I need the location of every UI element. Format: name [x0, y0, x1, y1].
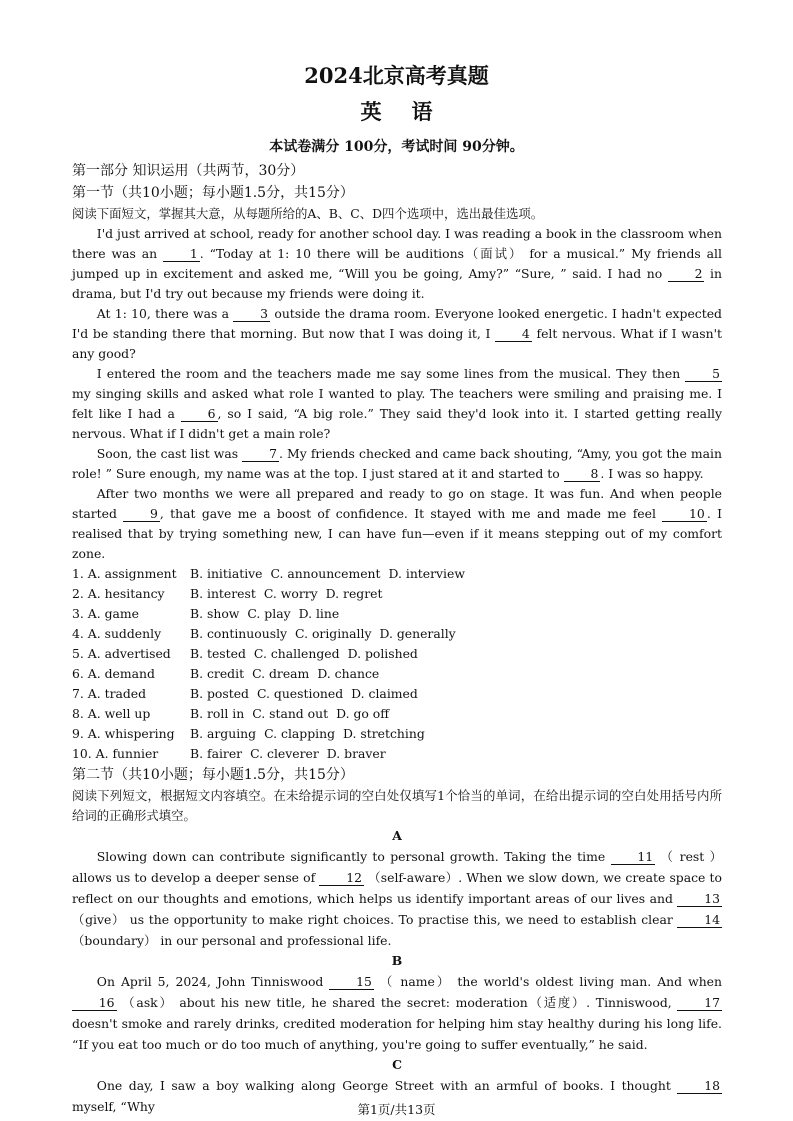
text-run: . “Today at 1: 10 there will be auditions（面试） for a musical.” My friends all jumped up in excitement and asked me, “Will you be going, Amy?” “Sure, ” said. I had no: [72, 246, 722, 281]
blank-15[interactable]: 15: [329, 975, 374, 990]
option-choice[interactable]: D. line: [298, 606, 340, 621]
option-row-8: [72, 704, 722, 724]
option-choice[interactable]: D. regret: [325, 586, 383, 601]
option-choice[interactable]: B. posted: [190, 686, 249, 701]
text-run: . My friends checked and came back shouting, “Amy, you got the main role! ” Sure enough, my name was at the top. I just stared at it and started to: [72, 446, 722, 481]
blank-18[interactable]: 18: [677, 1079, 722, 1094]
option-choice[interactable]: B. show: [190, 606, 240, 621]
text-run: outside the drama room. Everyone looked energetic. I hadn't expected I'd be standing there that morning. But now that I was doing it, I: [72, 306, 722, 341]
option-choice[interactable]: C. announcement: [270, 566, 381, 581]
option-choice[interactable]: C. cleverer: [250, 746, 319, 761]
section1-instruction: 阅读下面短文，掌握其大意，从每题所给的A、B、C、D四个选项中，选出最佳选项。: [72, 206, 544, 221]
option-choice[interactable]: B. tested: [190, 646, 246, 661]
option-choice[interactable]: C. dream: [252, 666, 310, 681]
option-choice[interactable]: 2. A. hesitancy: [72, 586, 165, 601]
text-run: At 1: 10, there was a: [96, 306, 234, 321]
blank-1[interactable]: 1: [163, 247, 200, 262]
option-choice[interactable]: B. continuously: [190, 626, 288, 641]
blank-10[interactable]: 10: [662, 507, 707, 522]
text-run: . I was so happy.: [600, 466, 704, 481]
options-list: [72, 564, 722, 764]
option-choice[interactable]: 1. A. assignment: [72, 566, 177, 581]
exam-title: 2024北京高考真题: [304, 63, 489, 88]
option-row-9: [72, 724, 722, 744]
option-choice[interactable]: B. credit: [190, 666, 245, 681]
option-choice[interactable]: C. play: [247, 606, 291, 621]
option-choice[interactable]: B. initiative: [190, 566, 263, 581]
option-choice[interactable]: 6. A. demand: [72, 666, 155, 681]
text-run: （self-aware）. When we slow down, we create space to reflect on our thoughts and emotions, which helps us identify important areas of our lives and: [72, 870, 722, 906]
passage-paragraph-5: [72, 484, 722, 564]
option-choice[interactable]: C. stand out: [252, 706, 329, 721]
option-row-7: [72, 684, 722, 704]
blank-17[interactable]: 17: [677, 996, 722, 1011]
option-choice[interactable]: 10. A. funnier: [72, 746, 159, 761]
section2-heading: 第二节（共10小题；每小题1.5分，共15分）: [72, 767, 354, 783]
option-choice[interactable]: C. originally: [295, 626, 372, 641]
option-choice[interactable]: D. polished: [347, 646, 418, 661]
exam-content: [72, 160, 722, 1117]
text-run: I'd just arrived at school, ready for another school day. I was reading a book in the classroom when there was an: [72, 226, 722, 261]
option-choice[interactable]: C. questioned: [256, 686, 344, 701]
passage-paragraph-3: [72, 364, 722, 444]
section1-heading: 第一节（共10小题；每小题1.5分，共15分）: [72, 185, 354, 201]
blank-6[interactable]: 6: [181, 407, 218, 422]
text-run: （ rest ） allows us to develop a deeper sense of: [72, 849, 722, 885]
passage-paragraph-4: [72, 444, 722, 484]
passage-paragraph-2: [72, 304, 722, 364]
option-choice[interactable]: B. fairer: [190, 746, 243, 761]
option-choice[interactable]: C. challenged: [253, 646, 340, 661]
blank-13[interactable]: 13: [677, 892, 722, 907]
passage-cloze: [72, 224, 722, 564]
text-run: （boundary） in our personal and professional life.: [72, 933, 392, 948]
passage-a: [72, 846, 722, 951]
text-run: One day, I saw a boy walking along George Street with an armful of books. I thought: [96, 1078, 678, 1093]
blank-5[interactable]: 5: [685, 367, 722, 382]
blank-4[interactable]: 4: [495, 327, 532, 342]
text-run: , that gave me a boost of confidence. It stayed with me and made me feel: [159, 506, 663, 521]
exam-info: 本试卷满分 100分，考试时间 90分钟。: [269, 139, 524, 155]
part1-heading: 第一部分 知识运用（共两节，30分）: [72, 163, 305, 179]
text-run: （ask） about his new title, he shared the secret: moderation（适度）. Tinniswood,: [116, 995, 678, 1010]
option-choice[interactable]: D. claimed: [351, 686, 418, 701]
option-choice[interactable]: B. arguing: [190, 726, 257, 741]
text-run: myself, “Why: [72, 1099, 155, 1114]
passage-b-label: B: [391, 953, 403, 968]
passage-b: [72, 971, 722, 1055]
option-row-4: [72, 624, 722, 644]
option-choice[interactable]: C. clapping: [264, 726, 336, 741]
option-choice[interactable]: 8. A. well up: [72, 706, 151, 721]
subject-title: 英语: [360, 99, 463, 124]
option-choice[interactable]: D. braver: [326, 746, 386, 761]
option-choice[interactable]: B. interest: [190, 586, 256, 601]
blank-7[interactable]: 7: [242, 447, 279, 462]
option-choice[interactable]: 7. A. traded: [72, 686, 147, 701]
blank-12[interactable]: 12: [319, 871, 364, 886]
text-run: I entered the room and the teachers made me say some lines from the musical. They then: [96, 366, 686, 381]
option-choice[interactable]: 9. A. whispering: [72, 726, 175, 741]
text-run: , so I said, “A big role.” They said they'd look into it. I started getting really nervous. What if I didn't get a main role?: [72, 406, 722, 441]
option-choice[interactable]: D. stretching: [343, 726, 425, 741]
blank-8[interactable]: 8: [564, 467, 601, 482]
option-choice[interactable]: D. chance: [317, 666, 380, 681]
option-choice[interactable]: 3. A. game: [72, 606, 139, 621]
text-run: felt nervous. What if I wasn't any good?: [72, 326, 722, 361]
blank-11[interactable]: 11: [611, 850, 656, 865]
text-run: （ name） the world's oldest living man. And when: [373, 974, 722, 989]
option-choice[interactable]: C. worry: [263, 586, 318, 601]
option-choice[interactable]: 5. A. advertised: [72, 646, 171, 661]
text-run: . I realised that by trying something new, I can have fun—even if it means stepping out of my comfort zone.: [72, 506, 722, 561]
option-choice[interactable]: D. interview: [388, 566, 465, 581]
option-row-3: [72, 604, 722, 624]
option-choice[interactable]: 4. A. suddenly: [72, 626, 162, 641]
option-row-6: [72, 664, 722, 684]
text-run: in drama, but I'd try out because my friends were doing it.: [72, 266, 722, 301]
passage-paragraph-1: [72, 224, 722, 304]
option-row-1: [72, 564, 722, 584]
passage-c-label: C: [392, 1057, 402, 1072]
text-run: Soon, the cast list was: [96, 446, 243, 461]
text-run: Slowing down can contribute significantly to personal growth. Taking the time: [96, 849, 611, 864]
text-run: On April 5, 2024, John Tinniswood: [96, 974, 330, 989]
page-number: 第1页/共13页: [357, 1102, 436, 1117]
option-row-5: [72, 644, 722, 664]
blank-9[interactable]: 9: [123, 507, 160, 522]
passage-a-label: A: [392, 828, 402, 843]
option-row-10: [72, 744, 722, 764]
section2-instruction: 阅读下列短文，根据短文内容填空。在未给提示词的空白处仅填写1个恰当的单词，在给出提示词的空白处用括号内所给词的正确形式填空。: [72, 788, 722, 823]
option-choice[interactable]: D. go off: [336, 706, 390, 721]
text-run: my singing skills and asked what role I wanted to play. The teachers were smiling and praising me. I felt like I had a: [72, 386, 722, 421]
text-run: After two months we were all prepared and ready to go on stage. It was fun. And when people started: [72, 486, 722, 521]
option-row-2: [72, 584, 722, 604]
blank-2[interactable]: 2: [668, 267, 705, 282]
blank-3[interactable]: 3: [233, 307, 270, 322]
text-run: doesn't smoke and rarely drinks, credited moderation for helping him stay healthy during his long life. “If you eat too much or do too much of anything, you're going to suffer eventually,” he said.: [72, 1016, 722, 1052]
option-choice[interactable]: D. generally: [379, 626, 456, 641]
option-choice[interactable]: B. roll in: [190, 706, 245, 721]
blank-14[interactable]: 14: [677, 913, 722, 928]
blank-16[interactable]: 16: [72, 996, 117, 1011]
text-run: （give） us the opportunity to make right choices. To practise this, we need to establish clear: [72, 912, 678, 927]
